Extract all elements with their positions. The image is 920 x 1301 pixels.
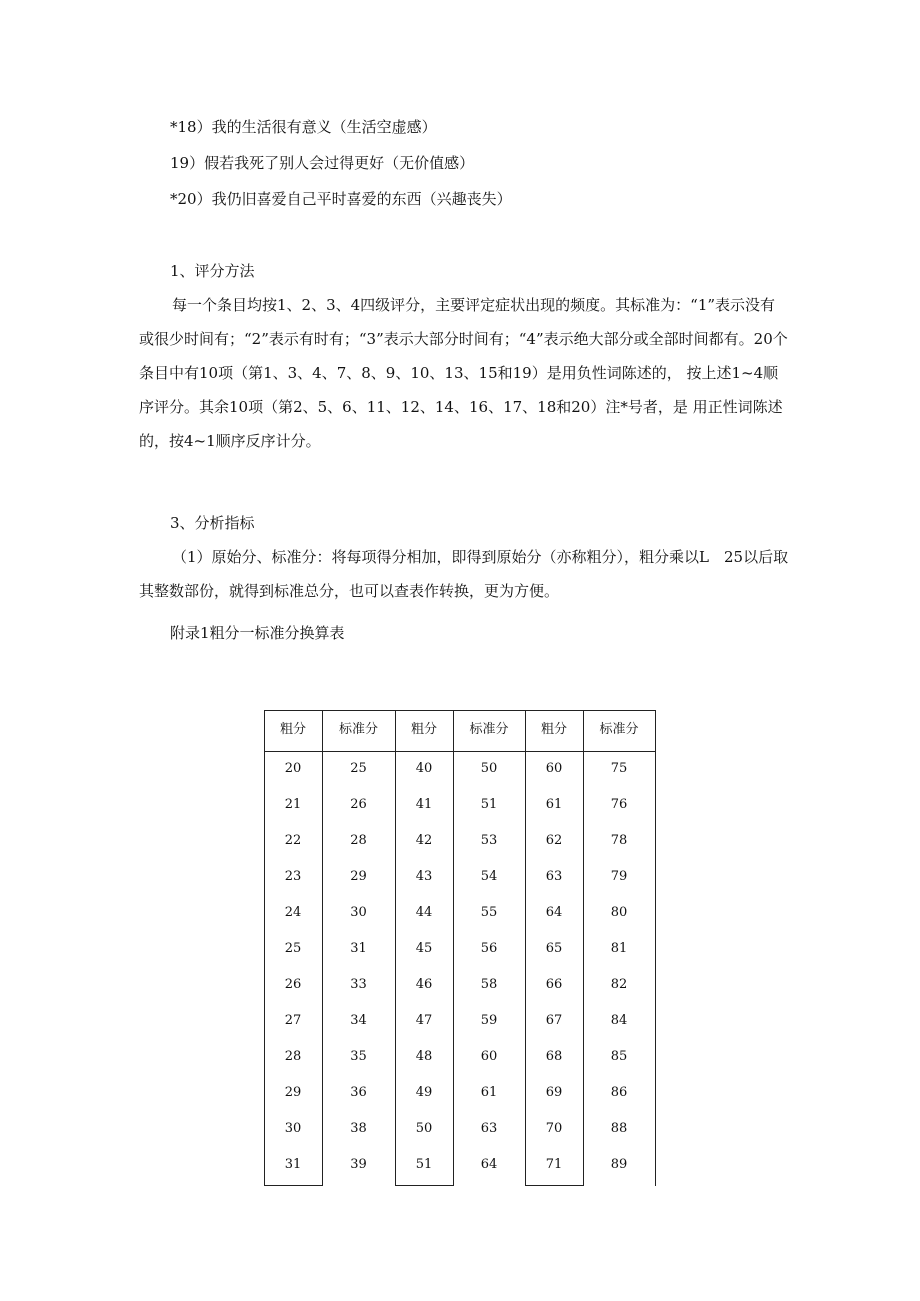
standard-score-cell: 79 [610,869,628,884]
raw-score-cell: 62 [545,833,563,848]
raw-score-cell: 63 [545,869,563,884]
standard-score-cell: 84 [610,1013,628,1028]
table-header-cell: 粗分 [279,722,306,737]
raw-score-cell: 43 [415,869,433,884]
standard-score-cell: 89 [610,1157,628,1172]
raw-score-cell: 24 [284,905,302,920]
standard-score-cell: 31 [350,941,367,956]
standard-score-cell: 61 [480,1085,498,1100]
conversion-table [264,710,656,1186]
standard-score-cell: 63 [480,1121,498,1136]
raw-score-cell: 47 [415,1013,433,1028]
table-border [395,1185,454,1186]
raw-score-cell: 70 [545,1121,563,1136]
raw-score-cell: 27 [284,1013,302,1028]
raw-score-cell: 68 [545,1049,563,1064]
standard-score-cell: 59 [480,1013,498,1028]
standard-score-cell: 54 [480,869,498,884]
standard-score-cell: 88 [610,1121,628,1136]
raw-score-cell: 49 [415,1085,433,1100]
raw-score-cell: 61 [545,797,563,812]
raw-score-cell: 51 [415,1157,433,1172]
raw-score-cell: 65 [545,941,563,956]
raw-score-cell: 25 [284,941,302,956]
standard-score-cell: 86 [610,1085,628,1100]
table-caption: 附录1粗分一标准分换算表 [170,624,345,642]
standard-score-cell: 34 [350,1013,367,1028]
raw-score-cell: 60 [545,761,563,776]
standard-score-cell: 81 [610,941,628,956]
standard-score-cell: 78 [610,833,628,848]
table-header-cell: 粗分 [410,722,437,737]
standard-score-cell: 64 [480,1157,498,1172]
table-header-cell: 标准分 [338,722,378,737]
raw-score-cell: 41 [415,797,433,812]
standard-score-cell: 28 [350,833,367,848]
section1-body: 每一个条目均按1、2、3、4四级评分，主要评定症状出现的频度。其标准为：“1”表示没有或很少时间有；“2”表示有时有；“3”表示大部分时间有；“4”表示绝大部分或全部时间都有。20个条目中有10项（第1、3、4、7、8、9、10、13、15和19）是用负性词陈述的， 按上述1~4顺序评分。其余10项（第2、5、6、11、12、14、16、17、18和20）注*号者，是 用正性词陈述的，按4~1顺序反序计分。 [139,296,788,450]
raw-score-cell: 42 [415,833,433,848]
standard-score-cell: 26 [350,797,367,812]
raw-score-cell: 21 [284,797,302,812]
standard-score-cell: 51 [480,797,498,812]
item-18: *18）我的生活很有意义（生活空虚感） [170,118,437,136]
standard-score-cell: 58 [480,977,498,992]
section1-paragraph [139,288,789,458]
table-border [264,1185,323,1186]
standard-score-cell: 53 [480,833,498,848]
standard-score-cell: 55 [480,905,498,920]
table-border [525,1185,584,1186]
raw-score-cell: 22 [284,833,302,848]
standard-score-cell: 60 [480,1049,498,1064]
raw-score-cell: 26 [284,977,302,992]
table-border [655,710,656,1186]
standard-score-cell: 35 [350,1049,367,1064]
table-header-cell: 标准分 [469,722,509,737]
raw-score-cell: 48 [415,1049,433,1064]
item-19: 19）假若我死了别人会过得更好（无价值感） [170,154,475,172]
standard-score-cell: 38 [350,1121,367,1136]
standard-score-cell: 29 [350,869,367,884]
raw-score-cell: 67 [545,1013,563,1028]
standard-score-cell: 36 [350,1085,367,1100]
standard-score-cell: 76 [610,797,628,812]
raw-score-cell: 50 [415,1121,433,1136]
table-header-cell: 标准分 [599,722,639,737]
section3-body: （1）原始分、标准分：将每项得分相加，即得到原始分（亦称粗分），粗分乘以L 25以后取其整数部份，就得到标准总分，也可以查表作转换，更为方便。 [139,548,789,600]
raw-score-cell: 69 [545,1085,563,1100]
raw-score-cell: 40 [415,761,433,776]
item-20: *20）我仍旧喜爱自己平时喜爱的东西（兴趣丧失） [170,190,512,208]
raw-score-cell: 29 [284,1085,302,1100]
raw-score-cell: 44 [415,905,433,920]
standard-score-cell: 39 [350,1157,367,1172]
standard-score-cell: 85 [610,1049,628,1064]
raw-score-cell: 31 [284,1157,302,1172]
table-header-cell: 粗分 [540,722,567,737]
raw-score-cell: 64 [545,905,563,920]
raw-score-cell: 45 [415,941,433,956]
standard-score-cell: 30 [350,905,367,920]
raw-score-cell: 28 [284,1049,302,1064]
raw-score-cell: 30 [284,1121,302,1136]
standard-score-cell: 50 [480,761,498,776]
raw-score-cell: 46 [415,977,433,992]
section3-paragraph [139,540,789,608]
standard-score-cell: 33 [350,977,367,992]
section3-heading: 3、分析指标 [170,514,255,532]
raw-score-cell: 20 [284,761,302,776]
standard-score-cell: 25 [350,761,367,776]
standard-score-cell: 80 [610,905,628,920]
section1-heading: 1、评分方法 [170,262,255,280]
raw-score-cell: 66 [545,977,563,992]
standard-score-cell: 75 [610,761,628,776]
standard-score-cell: 82 [610,977,628,992]
standard-score-cell: 56 [480,941,498,956]
raw-score-cell: 71 [545,1157,563,1172]
raw-score-cell: 23 [284,869,302,884]
